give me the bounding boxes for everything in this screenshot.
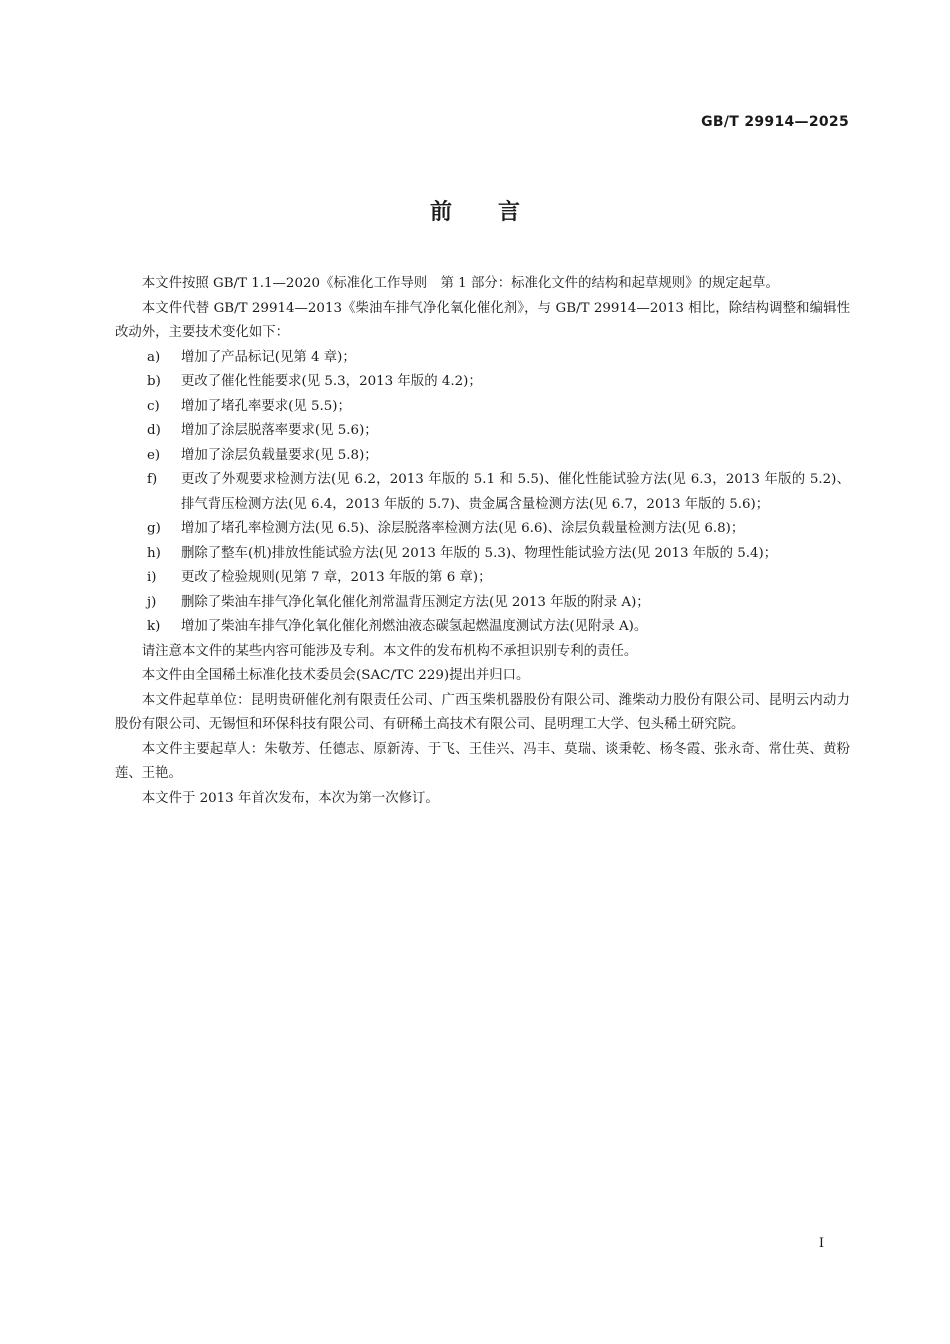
- paragraph-patent-notice: 请注意本文件的某些内容可能涉及专利。本文件的发布机构不承担识别专利的责任。: [141, 643, 638, 659]
- list-item: [115, 591, 850, 616]
- list-item-text: 更改了检验规则(见第 7 章，2013 年版的第 6 章)；: [181, 570, 492, 585]
- paragraph-committee: 本文件由全国稀土标准化技术委员会(SAC/TC 229)提出并归口。: [141, 668, 530, 683]
- list-marker: g): [147, 521, 161, 536]
- foreword-body: [115, 272, 850, 811]
- page-title: 前言: [429, 200, 566, 225]
- list-marker: d): [147, 423, 161, 438]
- list-item: [115, 419, 850, 444]
- page-number: I: [818, 1236, 824, 1251]
- list-item: [115, 517, 850, 542]
- list-marker: h): [147, 545, 161, 561]
- list-item: [115, 566, 850, 591]
- list-marker: a): [147, 349, 161, 365]
- list-item-text: 更改了催化性能要求(见 5.3，2013 年版的 4.2)；: [181, 374, 482, 389]
- list-item: [115, 615, 850, 640]
- document-code: GB/T 29914—2025: [701, 114, 849, 130]
- list-item: [115, 444, 850, 469]
- list-item-text: 删除了柴油车排气净化氧化催化剂常温背压测定方法(见 2013 年版的附录 A)；: [181, 594, 650, 610]
- list-marker: j): [147, 594, 157, 610]
- list-item-text: 更改了外观要求检测方法(见 6.2，2013 年版的 5.1 和 5.5)、催化性能试验方法(见 6.3，2013 年版的 5.2)、排气背压检测方法(见 6.4，2013 年版的 5.7)、贵金属含量检测方法(见 6.7，2013 年版的 5.6)；: [181, 472, 850, 512]
- list-item-text: 增加了产品标记(见第 4 章)；: [181, 349, 356, 365]
- list-marker: c): [147, 398, 160, 414]
- list-item: [115, 370, 850, 395]
- list-item-text: 增加了堵孔率要求(见 5.5)；: [181, 398, 351, 414]
- list-marker: e): [147, 447, 161, 463]
- list-item-text: 增加了柴油车排气净化氧化催化剂燃油液态碳氢起燃温度测试方法(见附录 A)。: [181, 619, 648, 634]
- list-marker: i): [147, 570, 157, 585]
- paragraph-history: 本文件于 2013 年首次发布，本次为第一次修订。: [141, 790, 439, 806]
- paragraph-replacement: 本文件代替 GB/T 29914—2013《柴油车排气净化氧化催化剂》，与 GB/T 29914—2013 相比，除结构调整和编辑性改动外，主要技术变化如下：: [115, 300, 850, 340]
- paragraph-drafters: 本文件主要起草人：朱敬芳、任德志、原新涛、于飞、王佳兴、冯丰、莫瑞、谈秉乾、杨冬霞、张永奇、常仕英、黄粉莲、王艳。: [115, 741, 850, 781]
- list-item: [115, 346, 850, 371]
- list-marker: b): [147, 374, 161, 389]
- list-item-text: 增加了涂层脱落率要求(见 5.6)；: [181, 423, 378, 438]
- list-item-text: 增加了堵孔率检测方法(见 6.5)、涂层脱落率检测方法(见 6.6)、涂层负载量检测方法(见 6.8)；: [181, 521, 745, 536]
- list-marker: f): [147, 472, 158, 487]
- list-item: [115, 542, 850, 567]
- paragraph-drafting-basis: 本文件按照 GB/T 1.1—2020《标准化工作导则 第 1 部分：标准化文件的结构和起草规则》的规定起草。: [141, 276, 779, 291]
- list-item: [115, 468, 850, 517]
- list-item-text: 删除了整车(机)排放性能试验方法(见 2013 年版的 5.3)、物理性能试验方法(见 2013 年版的 5.4)；: [181, 545, 778, 561]
- list-item: [115, 395, 850, 420]
- paragraph-drafting-units: 本文件起草单位：昆明贵研催化剂有限责任公司、广西玉柴机器股份有限公司、潍柴动力股份有限公司、昆明云内动力股份有限公司、无锡恒和环保科技有限公司、有研稀土高技术有限公司、昆明理工大学、包头稀土研究院。: [115, 692, 850, 732]
- changes-list: [115, 346, 850, 640]
- list-marker: k): [147, 619, 161, 634]
- list-item-text: 增加了涂层负载量要求(见 5.8)；: [181, 447, 378, 463]
